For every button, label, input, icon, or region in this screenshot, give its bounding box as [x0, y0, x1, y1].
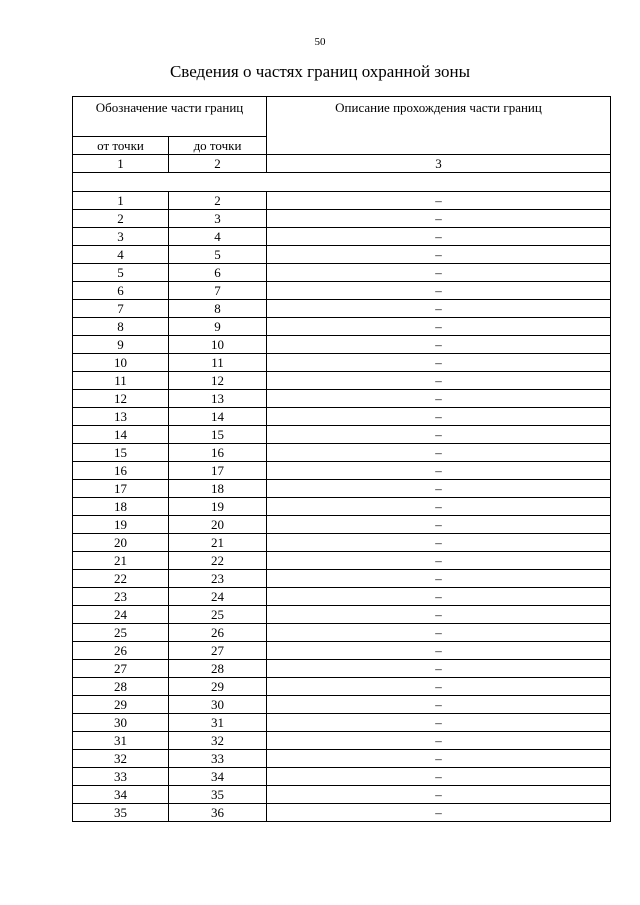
- description-cell: –: [267, 552, 611, 570]
- table-row: [73, 696, 611, 714]
- table-row: [73, 570, 611, 588]
- from-point-cell: 6: [73, 282, 169, 300]
- from-point-cell: 12: [73, 390, 169, 408]
- table-row: [73, 714, 611, 732]
- from-point-cell: 13: [73, 408, 169, 426]
- from-point-cell: 21: [73, 552, 169, 570]
- description-cell: –: [267, 444, 611, 462]
- to-point-cell: 11: [169, 354, 267, 372]
- table-row: [73, 336, 611, 354]
- from-point-cell: 8: [73, 318, 169, 336]
- from-point-cell: 11: [73, 372, 169, 390]
- to-point-cell: 28: [169, 660, 267, 678]
- from-point-cell: 17: [73, 480, 169, 498]
- from-point-cell: 15: [73, 444, 169, 462]
- to-point-cell: 5: [169, 246, 267, 264]
- table-row: [73, 210, 611, 228]
- from-point-cell: 29: [73, 696, 169, 714]
- from-point-cell: 18: [73, 498, 169, 516]
- column-number-3: 3: [267, 155, 611, 173]
- to-point-cell: 15: [169, 426, 267, 444]
- table-row: [73, 516, 611, 534]
- description-cell: –: [267, 732, 611, 750]
- column-number-row: [73, 155, 611, 173]
- description-cell: –: [267, 642, 611, 660]
- table-row: [73, 192, 611, 210]
- boundary-table: [72, 96, 611, 822]
- description-cell: –: [267, 264, 611, 282]
- to-point-header: до точки: [169, 137, 267, 155]
- page-title: Сведения о частях границ охранной зоны: [169, 62, 471, 81]
- to-point-cell: 16: [169, 444, 267, 462]
- to-point-cell: 22: [169, 552, 267, 570]
- table-row: [73, 588, 611, 606]
- description-cell: –: [267, 678, 611, 696]
- table-row: [73, 480, 611, 498]
- from-point-cell: 28: [73, 678, 169, 696]
- description-cell: –: [267, 318, 611, 336]
- page-number: 50: [314, 36, 326, 48]
- from-point-cell: 32: [73, 750, 169, 768]
- description-cell: –: [267, 192, 611, 210]
- table-row: [73, 552, 611, 570]
- description-cell: –: [267, 408, 611, 426]
- to-point-cell: 24: [169, 588, 267, 606]
- table-row: [73, 390, 611, 408]
- description-cell: –: [267, 372, 611, 390]
- description-cell: –: [267, 480, 611, 498]
- to-point-cell: 32: [169, 732, 267, 750]
- from-point-cell: 24: [73, 606, 169, 624]
- from-point-cell: 31: [73, 732, 169, 750]
- to-point-cell: 23: [169, 570, 267, 588]
- to-point-cell: 26: [169, 624, 267, 642]
- description-cell: –: [267, 660, 611, 678]
- table-row: [73, 786, 611, 804]
- description-cell: –: [267, 750, 611, 768]
- table-row: [73, 300, 611, 318]
- description-cell: –: [267, 426, 611, 444]
- to-point-cell: 2: [169, 192, 267, 210]
- description-cell: –: [267, 804, 611, 822]
- to-point-cell: 19: [169, 498, 267, 516]
- to-point-cell: 10: [169, 336, 267, 354]
- table-row: [73, 408, 611, 426]
- table-row: [73, 282, 611, 300]
- table-row: [73, 372, 611, 390]
- description-cell: –: [267, 300, 611, 318]
- description-cell: –: [267, 714, 611, 732]
- table-row: [73, 444, 611, 462]
- to-point-cell: 27: [169, 642, 267, 660]
- to-point-cell: 14: [169, 408, 267, 426]
- from-point-cell: 14: [73, 426, 169, 444]
- to-point-cell: 9: [169, 318, 267, 336]
- to-point-cell: 25: [169, 606, 267, 624]
- from-point-cell: 33: [73, 768, 169, 786]
- table-row: [73, 768, 611, 786]
- from-point-cell: 9: [73, 336, 169, 354]
- to-point-cell: 3: [169, 210, 267, 228]
- description-cell: –: [267, 768, 611, 786]
- to-point-cell: 13: [169, 390, 267, 408]
- group-header: Обозначение части границ: [73, 97, 267, 137]
- table-row: [73, 426, 611, 444]
- description-cell: –: [267, 228, 611, 246]
- table-row: [73, 750, 611, 768]
- header-row: [73, 97, 611, 137]
- table-row: [73, 228, 611, 246]
- to-point-cell: 4: [169, 228, 267, 246]
- table-row: [73, 534, 611, 552]
- description-cell: –: [267, 606, 611, 624]
- to-point-cell: 6: [169, 264, 267, 282]
- table-row: [73, 660, 611, 678]
- from-point-cell: 34: [73, 786, 169, 804]
- table-row: [73, 264, 611, 282]
- from-point-cell: 1: [73, 192, 169, 210]
- from-point-cell: 3: [73, 228, 169, 246]
- from-point-cell: 10: [73, 354, 169, 372]
- description-cell: –: [267, 246, 611, 264]
- to-point-cell: 12: [169, 372, 267, 390]
- from-point-header: от точки: [73, 137, 169, 155]
- description-cell: –: [267, 282, 611, 300]
- description-cell: –: [267, 570, 611, 588]
- table-row: [73, 642, 611, 660]
- from-point-cell: 22: [73, 570, 169, 588]
- table-row: [73, 246, 611, 264]
- table-row: [73, 318, 611, 336]
- description-cell: –: [267, 696, 611, 714]
- description-cell: –: [267, 336, 611, 354]
- to-point-cell: 36: [169, 804, 267, 822]
- from-point-cell: 27: [73, 660, 169, 678]
- spacer-row: [73, 173, 611, 192]
- description-cell: –: [267, 516, 611, 534]
- description-cell: –: [267, 390, 611, 408]
- table-row: [73, 498, 611, 516]
- description-cell: –: [267, 354, 611, 372]
- from-point-cell: 20: [73, 534, 169, 552]
- from-point-cell: 4: [73, 246, 169, 264]
- from-point-cell: 25: [73, 624, 169, 642]
- from-point-cell: 2: [73, 210, 169, 228]
- to-point-cell: 29: [169, 678, 267, 696]
- to-point-cell: 33: [169, 750, 267, 768]
- description-cell: –: [267, 588, 611, 606]
- description-cell: –: [267, 534, 611, 552]
- table-row: [73, 624, 611, 642]
- to-point-cell: 35: [169, 786, 267, 804]
- from-point-cell: 5: [73, 264, 169, 282]
- to-point-cell: 34: [169, 768, 267, 786]
- table-row: [73, 804, 611, 822]
- to-point-cell: 30: [169, 696, 267, 714]
- to-point-cell: 31: [169, 714, 267, 732]
- description-header: Описание прохождения части границ: [267, 97, 611, 155]
- to-point-cell: 21: [169, 534, 267, 552]
- from-point-cell: 7: [73, 300, 169, 318]
- from-point-cell: 35: [73, 804, 169, 822]
- to-point-cell: 7: [169, 282, 267, 300]
- description-cell: –: [267, 462, 611, 480]
- from-point-cell: 23: [73, 588, 169, 606]
- description-cell: –: [267, 786, 611, 804]
- from-point-cell: 26: [73, 642, 169, 660]
- table-row: [73, 678, 611, 696]
- to-point-cell: 20: [169, 516, 267, 534]
- column-number-1: 1: [73, 155, 169, 173]
- table-row: [73, 606, 611, 624]
- description-cell: –: [267, 624, 611, 642]
- table-row: [73, 354, 611, 372]
- from-point-cell: 30: [73, 714, 169, 732]
- spacer-cell: [73, 173, 611, 192]
- to-point-cell: 17: [169, 462, 267, 480]
- from-point-cell: 16: [73, 462, 169, 480]
- column-number-2: 2: [169, 155, 267, 173]
- to-point-cell: 18: [169, 480, 267, 498]
- description-cell: –: [267, 498, 611, 516]
- table-row: [73, 732, 611, 750]
- table-row: [73, 462, 611, 480]
- from-point-cell: 19: [73, 516, 169, 534]
- to-point-cell: 8: [169, 300, 267, 318]
- description-cell: –: [267, 210, 611, 228]
